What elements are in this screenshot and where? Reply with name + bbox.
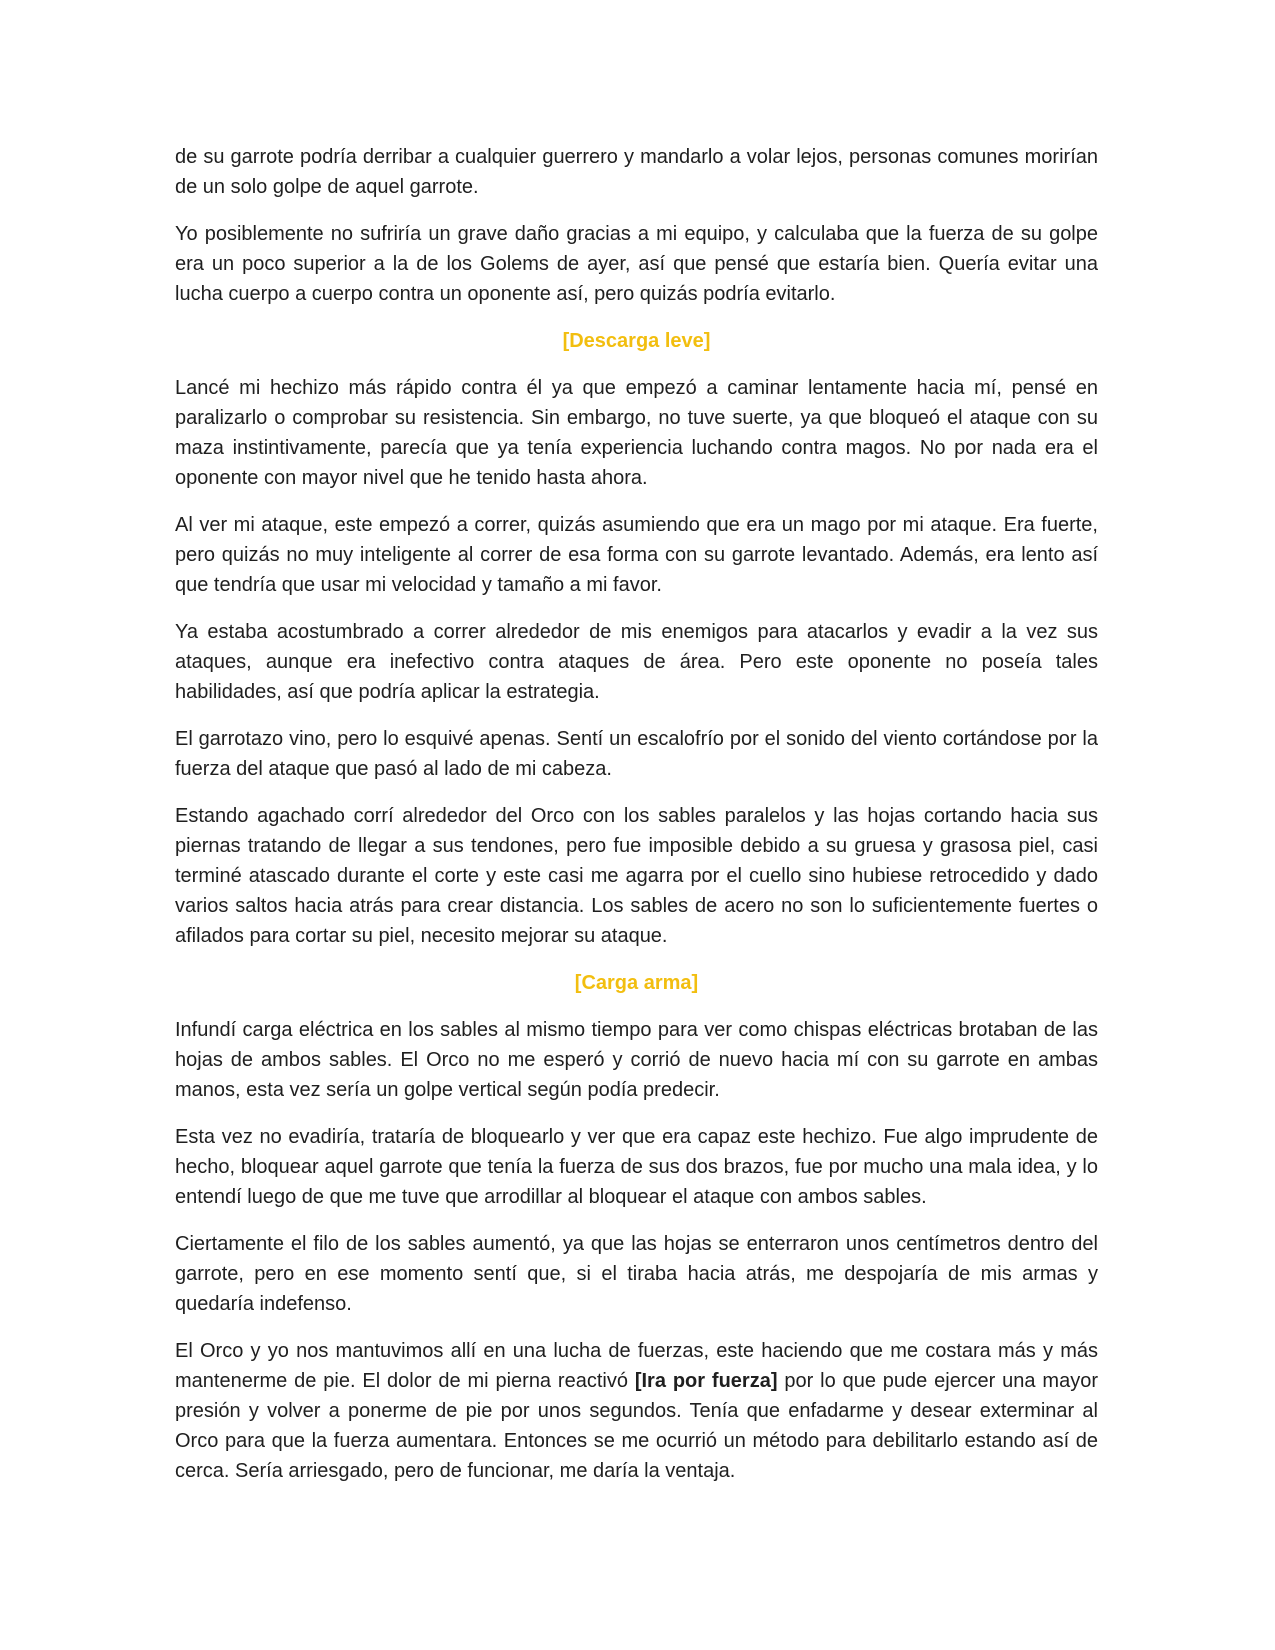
paragraph-11 bbox=[175, 1336, 1098, 1486]
paragraph-10: Ciertamente el filo de los sables aumentó, ya que las hojas se enterraron unos centímetros dentro del garrote, pero en ese momento sentí que, si el tiraba hacia atrás, me despojaría de mis armas y quedaría indefenso. bbox=[175, 1233, 1098, 1315]
paragraph-7: Estando agachado corrí alrededor del Orco con los sables paralelos y las hojas cortando hacia sus piernas tratando de llegar a sus tendones, pero fue imposible debido a su gruesa y grasosa piel, casi terminé atascado durante el corte y este casi me agarra por el cuello sino hubiese retrocedido y dado varios saltos hacia atrás para crear distancia. Los sables de acero no son lo suficientemente fuertes o afilados para cortar su piel, necesito mejorar su ataque. bbox=[175, 805, 1098, 947]
skill-heading-carga-arma: [Carga arma] bbox=[574, 972, 699, 994]
document-page bbox=[175, 142, 1098, 1503]
inline-skill-ira-por-fuerza: [Ira por fuerza] bbox=[634, 1370, 778, 1392]
skill-heading-descarga-leve: [Descarga leve] bbox=[562, 330, 711, 352]
paragraph-11-text-before: El Orco y yo nos mantuvimos allí en una lucha de fuerzas, este haciendo que me costara más y más mantenerme de pie. El dolor de mi pierna reactivó bbox=[175, 1340, 1098, 1392]
paragraph-9: Esta vez no evadiría, trataría de bloquearlo y ver que era capaz este hechizo. Fue algo imprudente de hecho, bloquear aquel garrote que tenía la fuerza de sus dos brazos, fue por mucho una mala idea, y lo entendí luego de que me tuve que arrodillar al bloquear el ataque con ambos sables. bbox=[175, 1126, 1098, 1208]
paragraph-5: Ya estaba acostumbrado a correr alrededor de mis enemigos para atacarlos y evadir a la vez sus ataques, aunque era inefectivo contra ataques de área. Pero este oponente no poseía tales habilidades, así que podría aplicar la estrategia. bbox=[175, 621, 1098, 703]
paragraph-8: Infundí carga eléctrica en los sables al mismo tiempo para ver como chispas eléctricas brotaban de las hojas de ambos sables. El Orco no me esperó y corrió de nuevo hacia mí con su garrote en ambas manos, esta vez sería un golpe vertical según podía predecir. bbox=[175, 1019, 1098, 1101]
paragraph-6: El garrotazo vino, pero lo esquivé apenas. Sentí un escalofrío por el sonido del viento cortándose por la fuerza del ataque que pasó al lado de mi cabeza. bbox=[175, 728, 1098, 780]
paragraph-3: Lancé mi hechizo más rápido contra él ya que empezó a caminar lentamente hacia mí, pensé en paralizarlo o comprobar su resistencia. Sin embargo, no tuve suerte, ya que bloqueó el ataque con su maza instintivamente, parecía que ya tenía experiencia luchando contra magos. No por nada era el oponente con mayor nivel que he tenido hasta ahora. bbox=[175, 377, 1098, 489]
paragraph-2: Yo posiblemente no sufriría un grave daño gracias a mi equipo, y calculaba que la fuerza de su golpe era un poco superior a la de los Golems de ayer, así que pensé que estaría bien. Quería evitar una lucha cuerpo a cuerpo contra un oponente así, pero quizás podría evitarlo. bbox=[175, 223, 1098, 305]
paragraph-11-text-after: por lo que pude ejercer una mayor presión y volver a ponerme de pie por unos segundos. Tenía que enfadarme y desear exterminar al Orco para que la fuerza aumentara. Entonces se me ocurrió un método para debilitarlo estando así de cerca. Sería arriesgado, pero de funcionar, me daría la ventaja. bbox=[175, 1370, 1098, 1482]
paragraph-1: de su garrote podría derribar a cualquier guerrero y mandarlo a volar lejos, personas comunes morirían de un solo golpe de aquel garrote. bbox=[175, 146, 1098, 198]
paragraph-4: Al ver mi ataque, este empezó a correr, quizás asumiendo que era un mago por mi ataque. Era fuerte, pero quizás no muy inteligente al correr de esa forma con su garrote levantado. Además, era lento así que tendría que usar mi velocidad y tamaño a mi favor. bbox=[175, 514, 1098, 596]
